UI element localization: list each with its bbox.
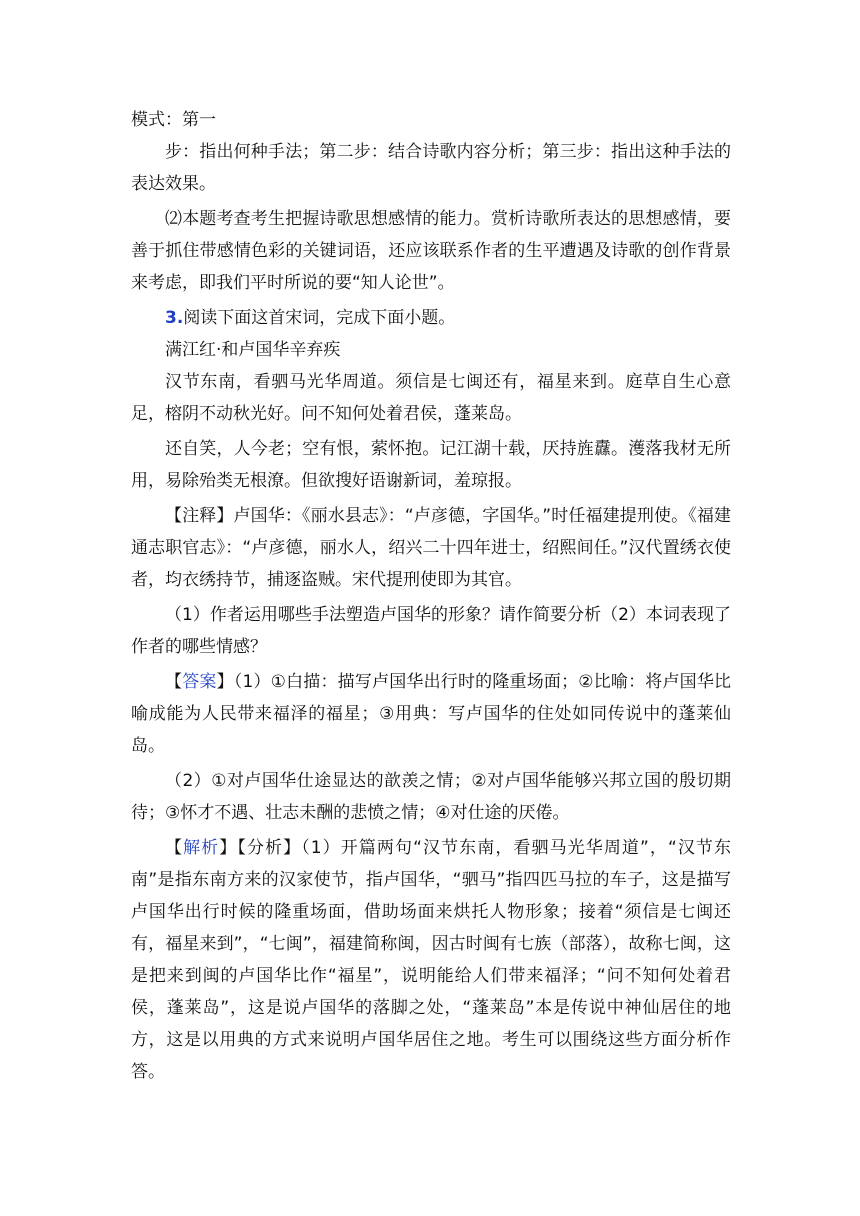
answer-part-1 bbox=[131, 666, 731, 762]
answer-label: 答案 bbox=[182, 672, 217, 692]
annotation-note: 【注释】卢国华：《丽水县志》：“卢彦德，字国华。”时任福建提刑使。《福建通志职官志》：“卢彦德，丽水人，绍兴二十四年进士，绍熙间任。”汉代置绣衣使者，均衣绣持节，捕逐盗贼。宋代提刑使即为其官。 bbox=[131, 506, 731, 590]
item2-paragraph: ⑵本题考查考生把握诗歌思想感情的能力。赏析诗歌所表达的思想感情，要善于抓住带感情色彩的关键词语，还应该联系作者的生平遭遇及诗歌的创作背景来考虑，即我们平时所说的要“知人论世”。 bbox=[131, 209, 731, 293]
question-prompt-text: 阅读下面这首宋词，完成下面小题。 bbox=[183, 308, 456, 328]
document-body bbox=[131, 104, 731, 1088]
analysis-bracket-right: 】 bbox=[219, 838, 238, 858]
question-number: 3 bbox=[165, 308, 177, 328]
steps-paragraph: 步：指出何种手法；第二步：结合诗歌内容分析；第三步：指出这种手法的表达效果。 bbox=[131, 142, 731, 194]
poem-stanza-1: 汉节东南，看驷马光华周道。须信是七闽还有，福星来到。庭草自生心意足，榕阴不动秋光好。问不知何处着君侯，蓬莱岛。 bbox=[131, 372, 731, 424]
analysis-label: 解析 bbox=[183, 838, 220, 858]
answer-bracket-right: 】 bbox=[216, 672, 234, 692]
questions-text: （1）作者运用哪些手法塑造卢国华的形象？请作简要分析（2）本词表现了作者的哪些情感？ bbox=[131, 605, 731, 657]
analysis-bracket-left: 【 bbox=[165, 838, 184, 858]
analysis-paragraph bbox=[131, 832, 731, 1088]
question3-prompt bbox=[131, 302, 731, 334]
answer-part-2: （2）①对卢国华仕途显达的歆羡之情；②对卢国华能够兴邦立国的殷切期待；③怀才不遇、壮志未酬的悲愤之情；④对仕途的厌倦。 bbox=[131, 771, 731, 823]
poem-title: 满江红·和卢国华辛弃疾 bbox=[165, 340, 341, 360]
answer-bracket-left: 【 bbox=[165, 672, 183, 692]
answer-1-text: （1）①白描：描写卢国华出行时的隆重场面；②比喻：将卢国华比喻成能为人民带来福泽的福星；③用典：写卢国华的住处如同传说中的蓬莱仙岛。 bbox=[131, 672, 732, 756]
poem-stanza-2: 还自笑，人今老；空有恨，萦怀抱。记江湖十载，厌持旌纛。濩落我材无所用，易除殆类无根潦。但欲搜好语谢新词，羞琼报。 bbox=[131, 439, 731, 491]
analysis-text: 【分析】（1）开篇两句“汉节东南，看驷马光华周道”，“汉节东南”是指东南方来的汉家使节，指卢国华，“驷马”指四匹马拉的车子，这是描写卢国华出行时候的隆重场面，借助场面来烘托人物形象；接着“须信是七闽还有，福星来到”，“七闽”，福建简称闽，因古时闽有七族（部落），故称七闽，这是把来到闽的卢国华比作“福星”，说明能给人们带来福泽；“问不知何处着君侯，蓬莱岛”，这是说卢国华的落脚之处，“蓬莱岛”本是传说中神仙居住的地方，这是以用典的方式来说明卢国华居住之地。考生可以围绕这些方面分析作答。 bbox=[131, 838, 732, 1082]
question-number-dot: . bbox=[176, 308, 184, 328]
mode-line: 模式：第一 bbox=[131, 110, 216, 130]
